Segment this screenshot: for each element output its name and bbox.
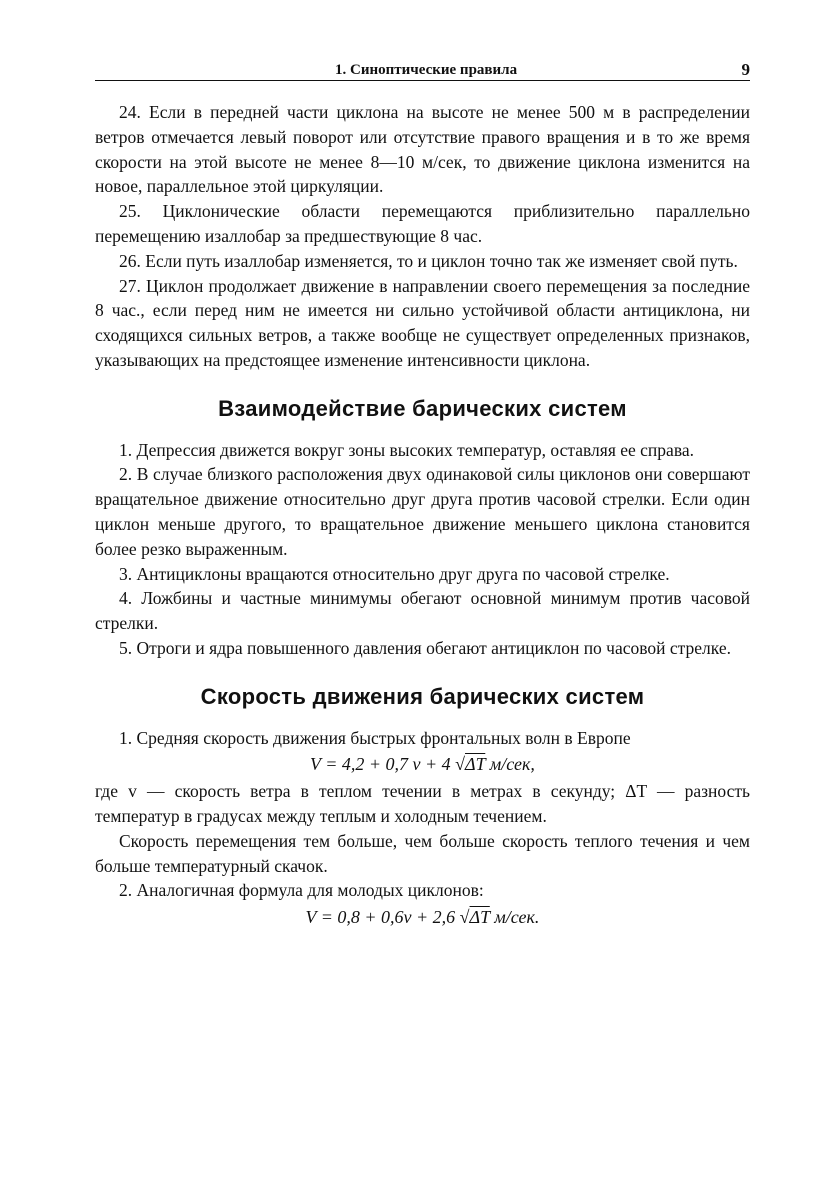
formula-young-cyclones — [95, 905, 750, 930]
formula-young-main: V = 0,8 + 0,6v + 2,6 √ — [305, 907, 470, 928]
formula-fronts-main: V = 4,2 + 0,7 v + 4 √ — [310, 754, 466, 775]
rule-27: 27. Циклон продолжает движение в направлении своего перемещения за последние 8 час., если перед ним не имеется ни сильно устойчивой области антициклона, ни сходящихся сильных ветров, а также вообще не существует определенных признаков, указывающих на предстоящее изменение интенсивности циклона. — [95, 275, 750, 370]
interaction-item-5: 5. Отроги и ядра повышенного давления обегают антициклон по часовой стрелке. — [119, 637, 731, 658]
formula-young-root: ΔT — [469, 907, 490, 928]
running-head — [95, 60, 750, 81]
formula-explanation: где v — скорость ветра в теплом течении в метрах в секунду; ΔT — разность температур в градусах между теплым и холодным течением. — [95, 781, 750, 826]
rule-26: 26. Если путь изаллобар изменяется, то и циклон точно так же изменяет свой путь. — [119, 250, 738, 271]
speed-item-2: 2. Аналогичная формула для молодых циклонов: — [119, 880, 484, 901]
heading-interaction: Взаимодействие барических систем — [218, 395, 627, 421]
speed-note: Скорость перемещения тем больше, чем больше скорость теплого течения и чем больше температурный скачок. — [95, 830, 750, 876]
interaction-item-3: 3. Антициклоны вращаются относительно друг друга по часовой стрелке. — [119, 563, 670, 584]
heading-speed: Скорость движения барических систем — [200, 683, 645, 709]
section-title: 1. Синоптические правила — [335, 62, 518, 78]
interaction-item-2: 2. В случае близкого расположения двух одинаковой силы циклонов они совершают вращательное движение относительно друг друга против часовой стрелки. Если один циклон меньше другого, то вращательное движение меньшего циклона становится более резко выраженным. — [95, 464, 750, 559]
formula-fronts-root: ΔT — [465, 754, 486, 775]
interaction-item-4: 4. Ложбины и частные минимумы обегают основной минимум против часовой стрелки. — [95, 588, 750, 634]
page-number: 9 — [741, 60, 750, 79]
formula-fronts-unit: м/сек, — [485, 754, 535, 775]
speed-item-1: 1. Средняя скорость движения быстрых фронтальных волн в Европе — [119, 727, 631, 748]
interaction-item-1: 1. Депрессия движется вокруг зоны высоких температур, оставляя ее справа. — [119, 439, 694, 460]
body-text — [95, 100, 750, 932]
rule-24: 24. Если в передней части циклона на высоте не менее 500 м в распределении ветров отмечается левый поворот или отсутствие правого вращения и в то же время скорости на этой высоте не менее 8—10 м/сек, то движение циклона изменится на новое, параллельное этой циркуляции. — [95, 102, 750, 197]
formula-young-unit: м/сек. — [489, 907, 540, 928]
rule-25: 25. Циклонические области перемещаются приблизительно параллельно перемещению изаллобар за предшествующие 8 час. — [95, 201, 750, 246]
formula-fronts — [95, 752, 750, 777]
